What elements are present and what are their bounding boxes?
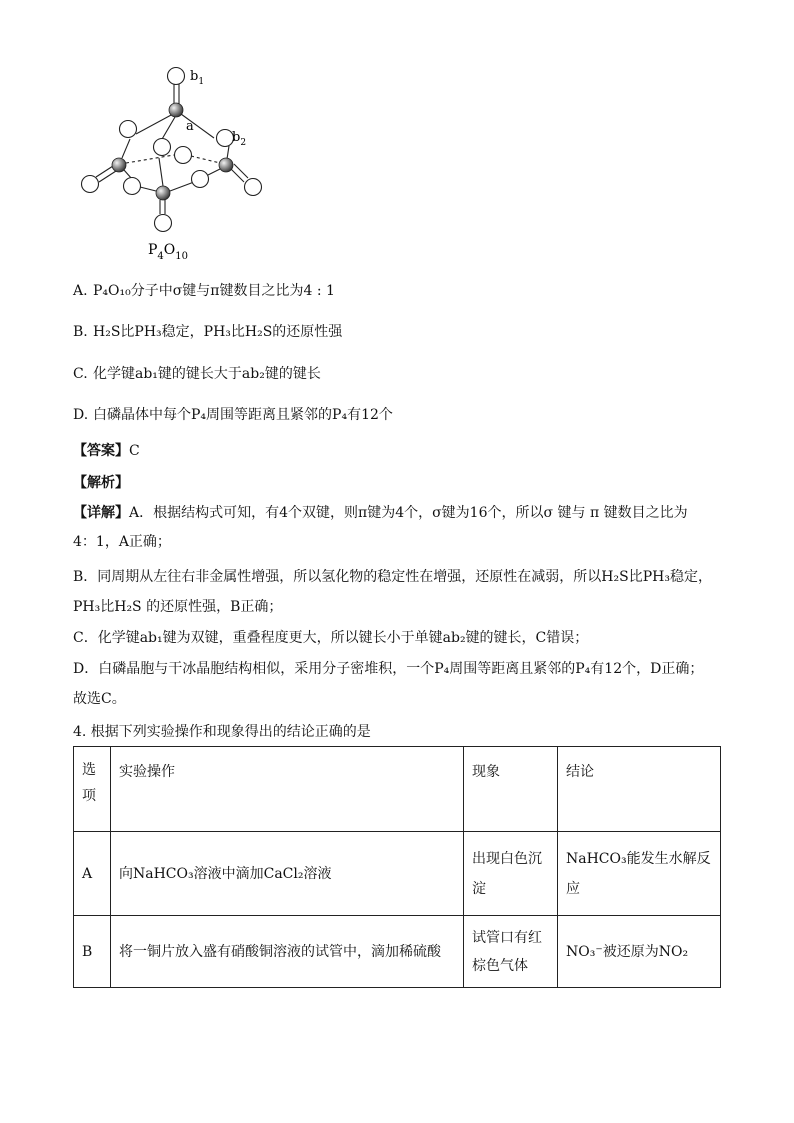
header-operation: 实验操作	[111, 747, 464, 832]
row-a-option: A	[74, 832, 111, 916]
table-header-row	[74, 747, 721, 832]
header-option: 选项	[74, 747, 111, 832]
row-a-phenomenon: 出现白色沉淀	[464, 832, 558, 916]
option-b: B. H₂S比PH₃稳定，PH₃比H₂S的还原性强	[73, 324, 343, 340]
row-a-operation: 向NaHCO₃溶液中滴加CaCl₂溶液	[111, 832, 464, 916]
detail-line-6: D．白磷晶胞与干冰晶胞结构相似，采用分子密堆积，一个P₄周围等距离且紧邻的P₄有12个，D正确；	[73, 661, 704, 677]
row-b-conclusion: NO₃⁻被还原为NO₂	[558, 916, 721, 988]
analysis-tag: 【解析】	[73, 475, 129, 491]
option-c: C. 化学键ab₁键的键长大于ab₂键的键长	[73, 366, 321, 382]
row-b-operation: 将一铜片放入盛有硝酸铜溶液的试管中，滴加稀硫酸	[111, 916, 464, 988]
detail-line-4: PH₃比H₂S 的还原性强，B正确；	[73, 599, 283, 615]
table-row	[74, 832, 721, 916]
experiment-table	[73, 746, 721, 988]
formula-p4o10: $P_4O_{10}$	[148, 242, 189, 262]
detail-line-2: 4：1，A正确；	[73, 534, 171, 550]
table-row	[74, 916, 721, 988]
answer-line: 【答案】C	[73, 443, 140, 459]
option-a: A. P₄O₁₀分子中σ键与π键数目之比为4 : 1	[73, 283, 335, 299]
detail-line-1: 【详解】A．根据结构式可知，有4个双键，则π键为4个，σ键为16个，所以σ 键与 π 键数目之比为	[73, 505, 688, 521]
label-b2: $b_2$	[232, 130, 247, 148]
question-4-stem: 4. 根据下列实验操作和现象得出的结论正确的是	[73, 724, 371, 740]
p4o10-structure-diagram	[70, 62, 310, 272]
detail-line-3: B．同周期从左往右非金属性增强，所以氢化物的稳定性在增强，还原性在减弱，所以H₂S比PH₃稳定，	[73, 569, 712, 585]
label-a: a	[186, 119, 194, 134]
option-d: D. 白磷晶体中每个P₄周围等距离且紧邻的P₄有12个	[73, 407, 393, 423]
header-conclusion: 结论	[558, 747, 721, 832]
header-phenomenon: 现象	[464, 747, 558, 832]
row-b-phenomenon: 试管口有红棕色气体	[464, 916, 558, 988]
detail-line-7: 故选C。	[73, 691, 126, 707]
detail-line-5: C．化学键ab₁键为双键，重叠程度更大，所以键长小于单键ab₂键的键长，C错误；	[73, 630, 589, 646]
label-b1: $b_1$	[190, 69, 205, 87]
row-b-option: B	[74, 916, 111, 988]
row-a-conclusion: NaHCO₃能发生水解反应	[558, 832, 721, 916]
